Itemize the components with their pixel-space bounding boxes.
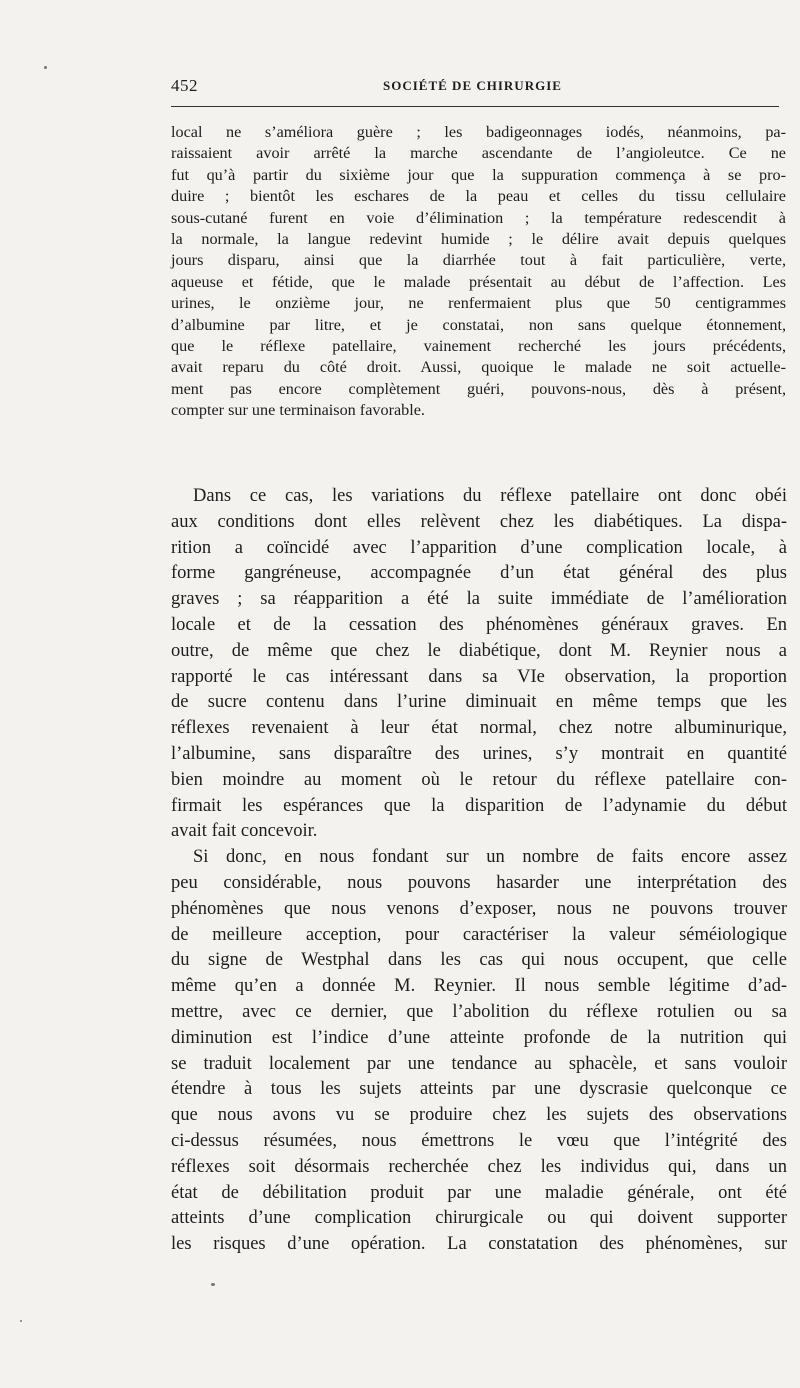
text-line: avait fait concevoir. bbox=[171, 821, 318, 842]
text-line: avait reparu du côté droit. Aussi, quoique le malade ne soit actuelle- bbox=[171, 358, 786, 377]
running-title: SOCIÉTÉ DE CHIRURGIE bbox=[383, 78, 562, 93]
text-line: aqueuse et fétide, que le malade présentait au début de l’affection. Les bbox=[171, 272, 786, 291]
text-line: se traduit localement par une tendance au sphacèle, et sans vouloir bbox=[171, 1053, 787, 1074]
header-rule bbox=[171, 106, 779, 107]
text-line: bien moindre au moment où le retour du réflexe patellaire con- bbox=[171, 769, 787, 790]
text-line: forme gangréneuse, accompagnée d’un état général des plus bbox=[171, 563, 787, 584]
text-line: duire ; bientôt les eschares de la peau et celles du tissu cellulaire bbox=[171, 187, 786, 206]
text-line: rapporté le cas intéressant dans sa VIe observation, la proportion bbox=[171, 666, 787, 687]
text-line: réflexes revenaient à leur état normal, chez notre albuminurique, bbox=[171, 718, 787, 739]
text-line: raissaient avoir arrêté la marche ascendante de l’angioleutce. Ce ne bbox=[171, 144, 786, 163]
page-header bbox=[171, 76, 784, 98]
text-line: aux conditions dont elles relèvent chez les diabétiques. La dispa- bbox=[171, 511, 787, 532]
text-line: étendre à tous les sujets atteints par une dyscrasie quelconque ce bbox=[171, 1079, 787, 1100]
paper-speck bbox=[211, 1283, 215, 1286]
paragraph-discussion bbox=[171, 484, 787, 1258]
paper-speck bbox=[44, 66, 47, 69]
text-line: d’albumine par litre, et je constatai, non sans quelque étonnement, bbox=[171, 315, 786, 334]
text-line: même qu’en a donnée M. Reynier. Il nous semble légitime d’ad- bbox=[171, 976, 787, 997]
text-line: graves ; sa réapparition a été la suite immédiate de l’amélioration bbox=[171, 589, 787, 610]
text-line: ment pas encore complètement guéri, pouvons-nous, dès à présent, bbox=[171, 379, 786, 398]
text-line: locale et de la cessation des phénomènes généraux graves. En bbox=[171, 614, 787, 635]
text-line: peu considérable, nous pouvons hasarder une interprétation des bbox=[171, 872, 787, 893]
text-line: la normale, la langue redevint humide ; le délire avait depuis quelques bbox=[171, 229, 786, 248]
text-line: les risques d’une opération. La constatation des phénomènes, sur bbox=[171, 1234, 787, 1255]
text-line: phénomènes que nous venons d’exposer, nous ne pouvons trouver bbox=[171, 898, 787, 919]
text-line: rition a coïncidé avec l’apparition d’une complication locale, à bbox=[171, 537, 787, 558]
text-line: jours disparu, ainsi que la diarrhée tout à fait particulière, verte, bbox=[171, 251, 786, 270]
text-line: l’albumine, sans disparaître des urines, s’y montrait en quantité bbox=[171, 743, 787, 764]
text-line: diminution est l’indice d’une atteinte profonde de la nutrition qui bbox=[171, 1027, 787, 1048]
text-line: sous-cutané furent en voie d’élimination ; la température redescendit à bbox=[171, 208, 786, 227]
text-line: Dans ce cas, les variations du réflexe patellaire ont donc obéi bbox=[193, 486, 787, 506]
text-line: que nous avons vu se produire chez les sujets des observations bbox=[171, 1105, 787, 1126]
text-line: ci-dessus résumées, nous émettrons le vœu que l’intégrité des bbox=[171, 1130, 787, 1151]
page-number: 452 bbox=[171, 76, 198, 95]
text-line: réflexes soit désormais recherchée chez les individus qui, dans un bbox=[171, 1156, 787, 1177]
text-line: de meilleure acception, pour caractériser la valeur séméiologique bbox=[171, 924, 787, 945]
text-line: Si donc, en nous fondant sur un nombre de faits encore assez bbox=[193, 847, 787, 868]
text-line: que le réflexe patellaire, vainement recherché les jours précédents, bbox=[171, 336, 786, 355]
paragraph-case-report bbox=[171, 122, 786, 421]
text-line: état de débilitation produit par une maladie générale, ont été bbox=[171, 1182, 787, 1203]
text-line: firmait les espérances que la disparition de l’adynamie du début bbox=[171, 795, 787, 816]
text-line: compter sur une terminaison favorable. bbox=[171, 401, 425, 420]
text-line: fut qu’à partir du sixième jour que la suppuration commença à se pro- bbox=[171, 165, 786, 184]
text-line: mettre, avec ce dernier, que l’abolition du réflexe rotulien ou sa bbox=[171, 1001, 787, 1022]
text-line: urines, le onzième jour, ne renfermaient plus que 50 centigrammes bbox=[171, 294, 786, 313]
text-line: local ne s’améliora guère ; les badigeonnages iodés, néanmoins, pa- bbox=[171, 123, 786, 141]
paper-speck bbox=[20, 1320, 22, 1322]
text-line: du signe de Westphal dans les cas qui nous occupent, que celle bbox=[171, 950, 787, 971]
text-line: outre, de même que chez le diabétique, dont M. Reynier nous a bbox=[171, 640, 787, 661]
text-line: atteints d’une complication chirurgicale ou qui doivent supporter bbox=[171, 1208, 787, 1229]
text-line: de sucre contenu dans l’urine diminuait en même temps que les bbox=[171, 692, 787, 713]
